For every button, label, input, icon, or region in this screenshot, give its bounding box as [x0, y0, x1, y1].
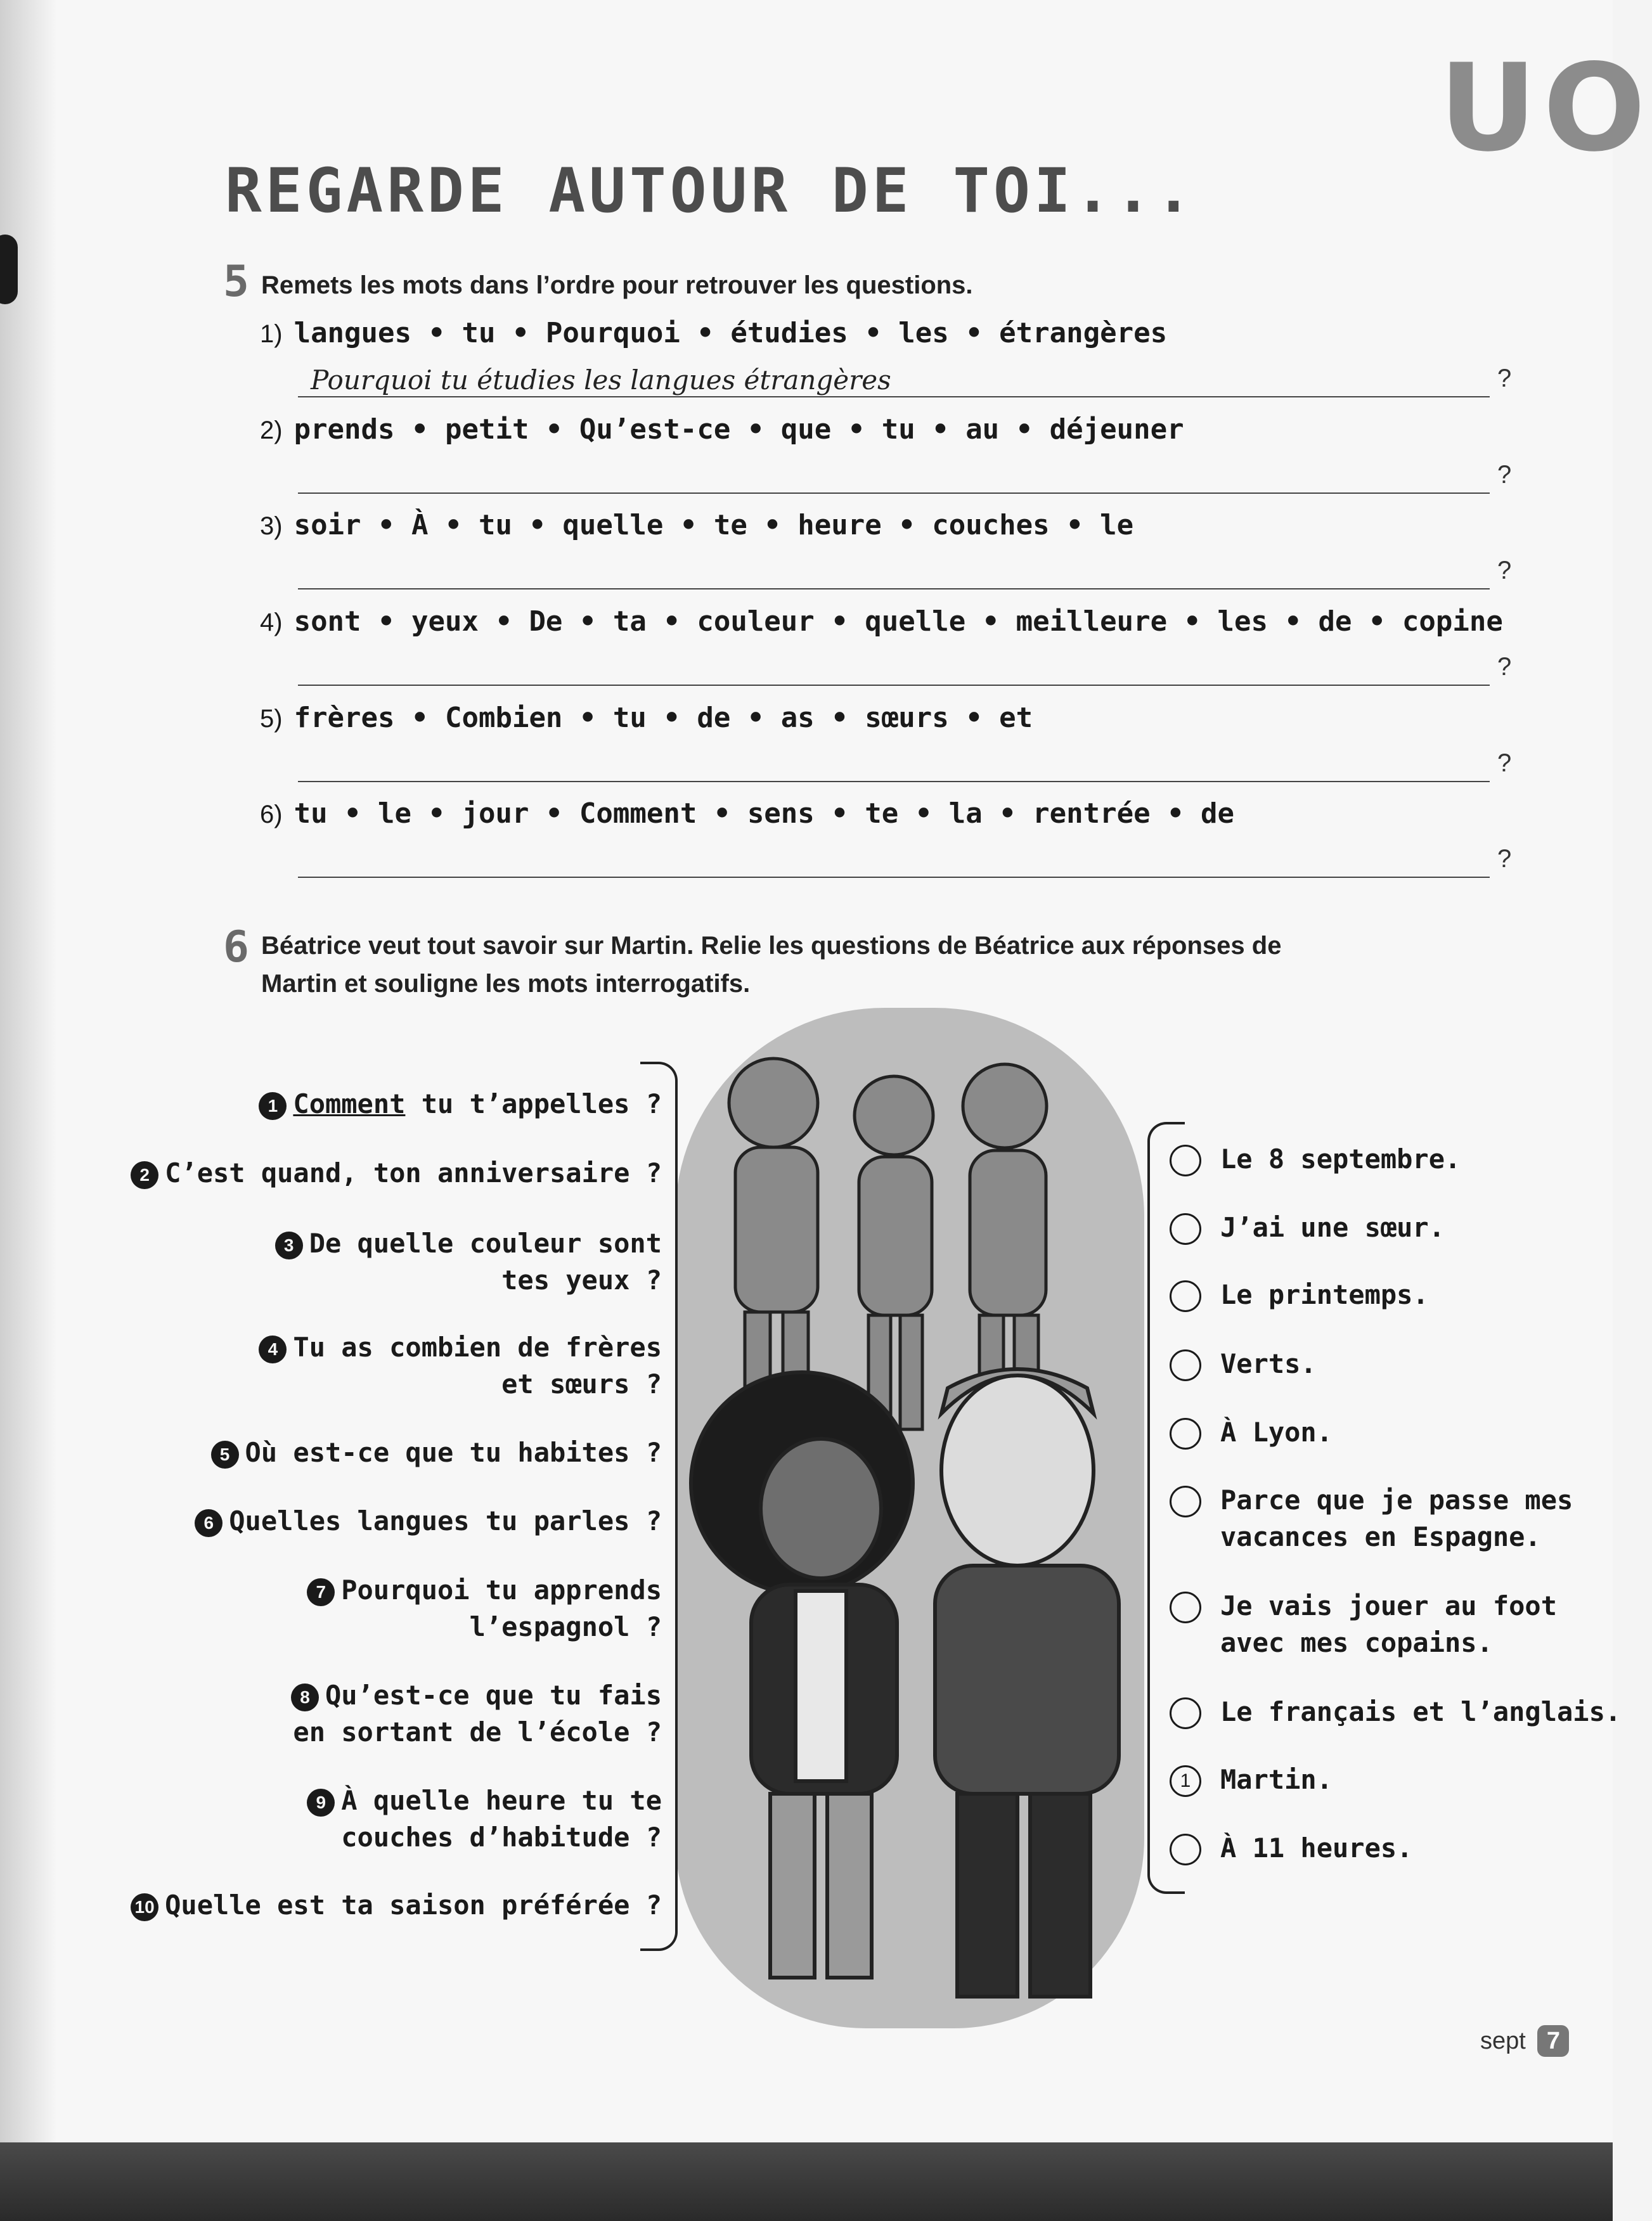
- answer-text: [1220, 1209, 1445, 1246]
- question-number-badge: 7: [307, 1578, 335, 1606]
- answer-circle[interactable]: [1170, 1697, 1201, 1729]
- answer-circle[interactable]: [1170, 1592, 1201, 1623]
- answer-line2: vacances en Espagne.: [1220, 1521, 1541, 1552]
- answer-option-5[interactable]: [1170, 1414, 1333, 1451]
- student-head-1: [729, 1059, 818, 1147]
- beatrice-leg-left: [770, 1794, 815, 1978]
- answer-input-1[interactable]: Pourquoi tu étudies les langues étrangères: [311, 364, 891, 396]
- question-number-badge: 5: [211, 1441, 239, 1469]
- question-mark: ?: [1497, 845, 1512, 873]
- question-line: [293, 1088, 662, 1119]
- answer-line1: Le 8 septembre.: [1220, 1143, 1461, 1175]
- answer-line1: À 11 heures.: [1220, 1832, 1413, 1864]
- item-number: 6): [260, 801, 283, 828]
- answer-option-2[interactable]: [1170, 1209, 1445, 1246]
- page-word: sept: [1480, 2028, 1526, 2054]
- answer-circle[interactable]: 1: [1170, 1765, 1201, 1797]
- question-text-line2: en sortant de l’école ?: [293, 1716, 662, 1748]
- question-number-badge: 8: [291, 1683, 319, 1711]
- question-7[interactable]: [307, 1572, 662, 1645]
- item-number: 5): [260, 705, 283, 733]
- answer-circle[interactable]: [1170, 1418, 1201, 1450]
- answer-line: [298, 685, 1490, 686]
- question-mark: ?: [1497, 749, 1512, 777]
- item-number: 2): [260, 416, 283, 444]
- exercise-5-instruction: Remets les mots dans l’ordre pour retrouver les questions.: [261, 271, 973, 299]
- answer-circle[interactable]: [1170, 1349, 1201, 1381]
- answer-line: [298, 588, 1490, 589]
- answer-option-4[interactable]: [1170, 1346, 1317, 1382]
- answer-option-9[interactable]: [1170, 1761, 1333, 1798]
- scrambled-words: frères • Combien • tu • de • as • sœurs • et: [294, 702, 1033, 734]
- beatrice-leg-right: [827, 1794, 872, 1978]
- unit-label: UO: [1439, 38, 1652, 178]
- answer-line1: Verts.: [1220, 1348, 1317, 1379]
- question-text: Quelles langues tu parles ?: [229, 1505, 662, 1536]
- beatrice-shirt: [796, 1591, 846, 1781]
- question-mark: ?: [1497, 557, 1512, 584]
- page-footer: [1480, 2025, 1569, 2057]
- answer-option-8[interactable]: [1170, 1694, 1621, 1730]
- exercise-5-item-5: [260, 702, 1033, 734]
- question-text: Où est-ce que tu habites ?: [245, 1437, 662, 1468]
- exercise-6-instruction-line2: Martin et souligne les mots interrogatifs.: [261, 970, 751, 998]
- item-number: 1): [260, 320, 283, 348]
- students-illustration: [675, 1008, 1144, 2028]
- interrogative-word: Comment: [293, 1088, 406, 1119]
- answer-line1: Martin.: [1220, 1764, 1333, 1795]
- answer-circle[interactable]: [1170, 1213, 1201, 1245]
- question-2[interactable]: [131, 1155, 662, 1192]
- student-head-3: [963, 1064, 1047, 1148]
- martin-leg-left: [957, 1794, 1017, 1997]
- question-text-line2: couches d’habitude ?: [341, 1822, 662, 1853]
- question-text: Qu’est-ce que tu fais: [325, 1680, 662, 1711]
- answer-line2: avec mes copains.: [1220, 1627, 1493, 1658]
- student-leg-4: [900, 1315, 922, 1429]
- scrambled-words: prends • petit • Qu’est-ce • que • tu • au • déjeuner: [294, 413, 1184, 446]
- student-body-2: [859, 1157, 932, 1315]
- question-mark: ?: [1497, 653, 1512, 681]
- exercise-5-number: 5: [223, 257, 249, 307]
- answer-option-7[interactable]: [1170, 1588, 1557, 1661]
- question-9[interactable]: [307, 1782, 662, 1856]
- answer-line1: À Lyon.: [1220, 1417, 1333, 1448]
- question-5[interactable]: [211, 1434, 662, 1471]
- item-number: 4): [260, 608, 283, 636]
- question-number-badge: 6: [195, 1509, 223, 1537]
- exercise-6-instruction-line1: Béatrice veut tout savoir sur Martin. Relie les questions de Béatrice aux réponses de: [261, 932, 1282, 960]
- question-text-line2: l’espagnol ?: [469, 1611, 662, 1642]
- scrambled-words: soir • À • tu • quelle • te • heure • couches • le: [294, 509, 1134, 541]
- answer-text: [1220, 1482, 1573, 1555]
- scrambled-words: sont • yeux • De • ta • couleur • quelle • meilleure • les • de • copine: [294, 605, 1503, 638]
- martin-jacket: [935, 1566, 1119, 1794]
- answer-text: [1220, 1277, 1429, 1313]
- answer-text: [1220, 1588, 1557, 1661]
- answer-text: [1220, 1761, 1333, 1798]
- page-number: 7: [1537, 2025, 1569, 2057]
- exercise-5-item-1: [260, 317, 1167, 349]
- exercise-5-item-6: [260, 797, 1234, 830]
- answer-text: [1220, 1414, 1333, 1451]
- answer-line: [298, 877, 1490, 878]
- answer-option-10[interactable]: [1170, 1830, 1412, 1867]
- answer-text: [1220, 1346, 1317, 1382]
- scrambled-words: langues • tu • Pourquoi • étudies • les • étrangères: [294, 317, 1168, 349]
- question-1[interactable]: [259, 1086, 662, 1123]
- question-text-line2: et sœurs ?: [501, 1368, 662, 1400]
- answer-circle[interactable]: [1170, 1280, 1201, 1312]
- question-text: C’est quand, ton anniversaire ?: [165, 1157, 662, 1188]
- answer-line1: Je vais jouer au foot: [1220, 1590, 1558, 1621]
- answer-text: [1220, 1141, 1461, 1178]
- item-number: 3): [260, 512, 283, 540]
- answer-text: [1220, 1694, 1621, 1730]
- answer-line1: J’ai une sœur.: [1220, 1212, 1445, 1243]
- question-8[interactable]: [291, 1677, 662, 1751]
- martin-leg-right: [1030, 1794, 1090, 1997]
- question-number-badge: 10: [131, 1893, 158, 1921]
- exercise-5-item-4: [260, 605, 1503, 638]
- question-mark: ?: [1497, 461, 1512, 489]
- question-number-badge: 1: [259, 1092, 287, 1120]
- martin-face: [941, 1375, 1094, 1566]
- scanner-edge: [0, 2142, 1613, 2221]
- section-title: REGARDE AUTOUR DE TOI...: [225, 155, 1196, 226]
- exercise-5-item-2: [260, 413, 1184, 446]
- exercise-5-item-3: [260, 509, 1133, 541]
- answer-line1: Le printemps.: [1220, 1279, 1429, 1310]
- student-head-2: [855, 1076, 933, 1155]
- question-text: Tu as combien de frères: [293, 1332, 662, 1363]
- question-text: Pourquoi tu apprends: [341, 1574, 662, 1606]
- binding-shadow: [0, 0, 57, 2142]
- question-3[interactable]: [275, 1225, 662, 1299]
- question-mark: ?: [1497, 364, 1512, 392]
- question-text: À quelle heure tu te: [341, 1785, 662, 1816]
- question-10[interactable]: [131, 1887, 662, 1924]
- answer-circle[interactable]: [1170, 1145, 1201, 1176]
- answer-line: [298, 492, 1490, 494]
- student-body-3: [970, 1150, 1046, 1315]
- answer-line: [298, 396, 1490, 397]
- question-text: tu t’appelles ?: [405, 1088, 662, 1119]
- exercise-6-number: 6: [223, 922, 249, 972]
- student-body-1: [735, 1147, 818, 1312]
- answer-line1: Le français et l’anglais.: [1220, 1696, 1622, 1727]
- question-number-badge: 3: [275, 1232, 303, 1259]
- question-text-line2: tes yeux ?: [501, 1265, 662, 1296]
- scrambled-words: tu • le • jour • Comment • sens • te • la • rentrée • de: [294, 797, 1235, 830]
- question-6[interactable]: [195, 1503, 662, 1540]
- question-number-badge: 9: [307, 1789, 335, 1817]
- answer-circle[interactable]: [1170, 1486, 1201, 1517]
- answer-option-1[interactable]: [1170, 1141, 1461, 1178]
- answer-text: [1220, 1830, 1412, 1867]
- beatrice-face: [761, 1439, 881, 1578]
- binder-hole: [0, 235, 18, 304]
- question-4[interactable]: [259, 1329, 662, 1403]
- answer-line: [298, 781, 1490, 782]
- answer-option-6[interactable]: [1170, 1482, 1573, 1555]
- students-drawing: [675, 1008, 1144, 2028]
- question-number-badge: 2: [131, 1161, 158, 1189]
- question-text: Quelle est ta saison préférée ?: [165, 1889, 662, 1921]
- answer-circle[interactable]: [1170, 1834, 1201, 1865]
- question-text: De quelle couleur sont: [309, 1228, 662, 1259]
- answer-option-3[interactable]: [1170, 1277, 1429, 1313]
- question-number-badge: 4: [259, 1336, 287, 1363]
- answer-line1: Parce que je passe mes: [1220, 1484, 1573, 1516]
